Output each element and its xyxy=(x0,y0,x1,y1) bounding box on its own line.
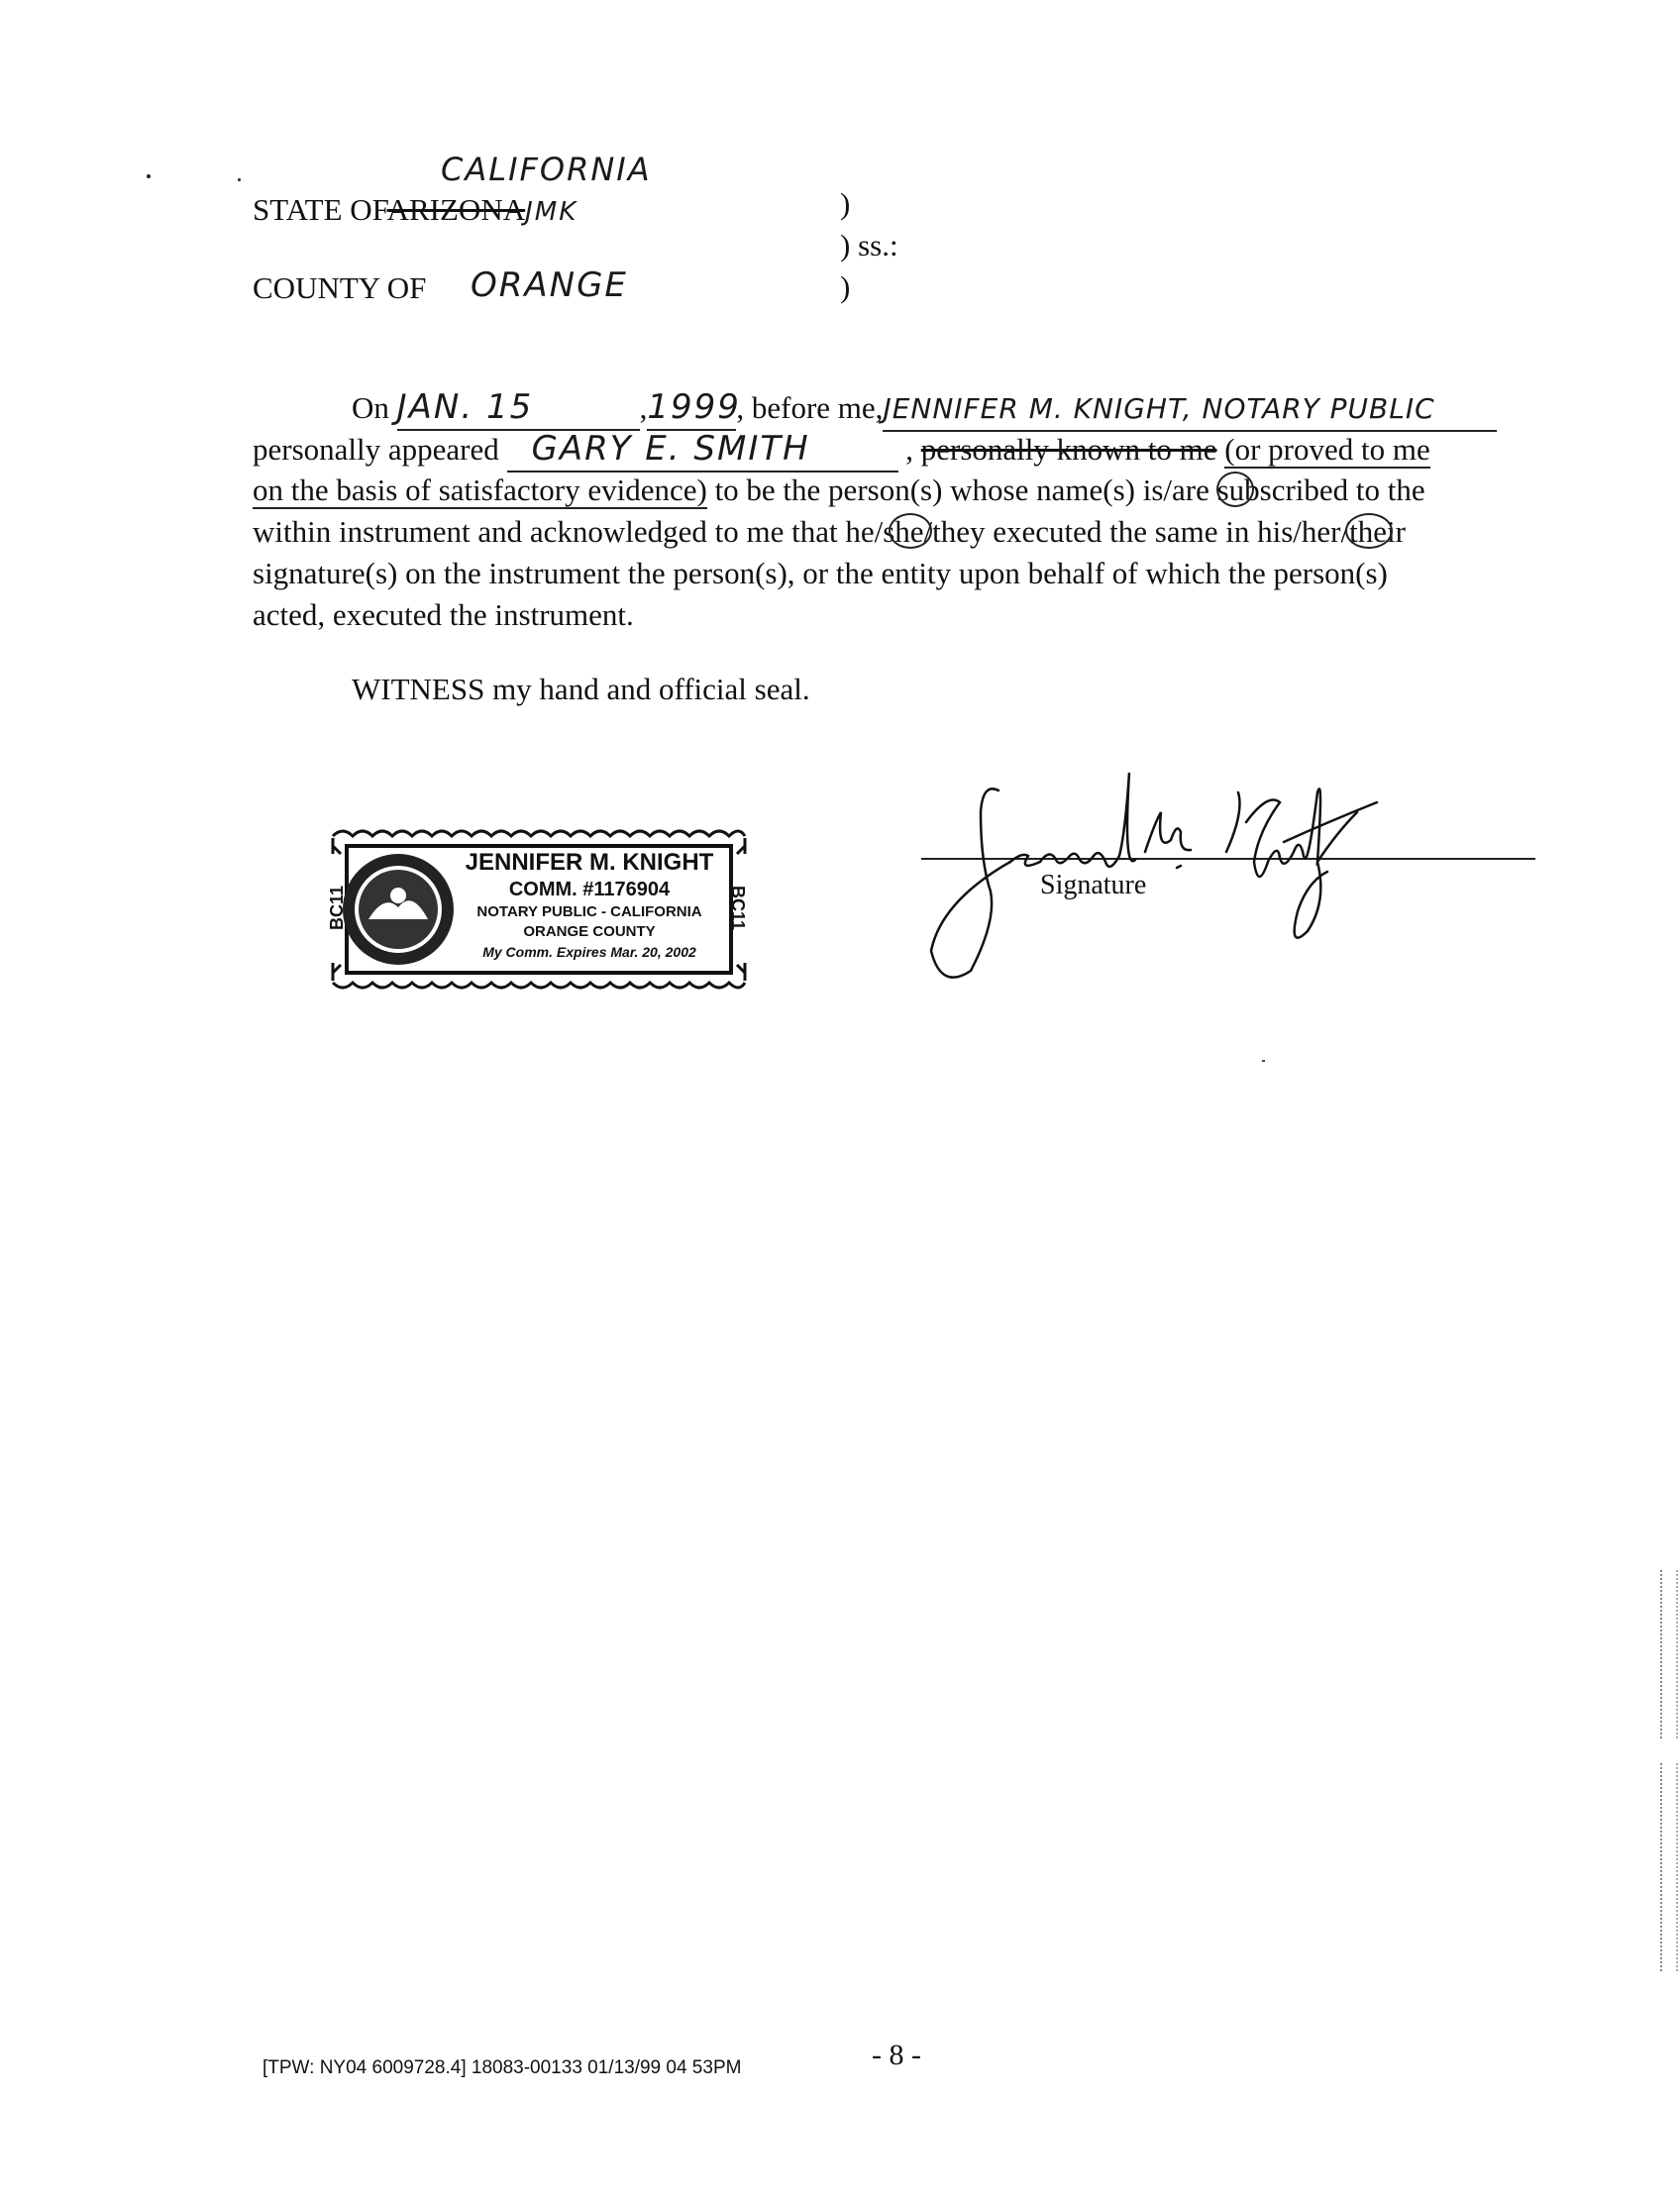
scan-artifact-edge xyxy=(1660,1570,1678,1738)
county-line xyxy=(253,267,426,309)
circle-mark-is xyxy=(1216,472,1254,507)
page-number: - 8 - xyxy=(872,2039,921,2071)
circle-mark-he xyxy=(889,513,932,549)
year-comma: , xyxy=(639,390,648,425)
county-label: COUNTY OF xyxy=(253,270,427,305)
state-struck: ARIZONA xyxy=(386,192,526,227)
appeared-name-handwritten: GARY E. SMITH xyxy=(531,429,810,469)
state-line xyxy=(253,189,578,233)
personally-appeared: personally appeared xyxy=(253,432,499,467)
ack-line-4: within instrument and acknowledged to me that he/she/they executed the same in his/her/their xyxy=(253,514,1406,549)
stamp-side-code-right: BC11 xyxy=(728,885,749,931)
stamp-expires: My Comm. Expires Mar. 20, 2002 xyxy=(482,944,696,960)
year-handwritten: 1999 xyxy=(647,387,741,427)
before-me: , before me, xyxy=(736,390,884,425)
date-handwritten: JAN. 15 xyxy=(396,387,534,427)
handwritten-signature xyxy=(911,753,1466,991)
stamp-name: JENNIFER M. KNIGHT xyxy=(465,849,714,876)
footer-doc-ref: [TPW: NY04 6009728.4] 18083-00133 01/13/99 04 53PM xyxy=(262,2057,742,2078)
state-handwritten: CALIFORNIA xyxy=(441,151,652,188)
on-word: On xyxy=(352,390,389,425)
scan-speck xyxy=(147,174,151,178)
ack-line-2 xyxy=(253,428,1430,473)
state-initials: JMK xyxy=(525,197,578,227)
proved-part-1: (or proved to me xyxy=(1224,432,1430,467)
circle-mark-his xyxy=(1345,513,1393,549)
scan-artifact-edge xyxy=(1660,1763,1678,1971)
state-label: STATE OF xyxy=(253,192,387,227)
stamp-side-code-left: BC11 xyxy=(327,885,348,931)
scan-speck xyxy=(238,178,241,181)
notary-handwritten: JENNIFER M. KNIGHT, NOTARY PUBLIC xyxy=(883,388,1497,432)
seal-icon xyxy=(343,854,454,965)
ack-line-1 xyxy=(352,386,1497,432)
appeared-blank xyxy=(507,428,898,473)
county-handwritten: ORANGE xyxy=(471,265,628,305)
struck-known: personally known to me xyxy=(920,432,1217,467)
signature-label: Signature xyxy=(1040,870,1147,900)
ack-line-6: acted, executed the instrument. xyxy=(253,597,634,632)
venue-paren-2: ) ss.: xyxy=(840,228,898,263)
ack-line-5: signature(s) on the instrument the person(s), or the entity upon behalf of which the person(s) xyxy=(253,556,1388,590)
stamp-comm: COMM. #1176904 xyxy=(508,879,671,900)
stamp-county: ORANGE COUNTY xyxy=(523,923,656,940)
year-blank xyxy=(647,386,741,431)
signature-handwritten: Jennifer M. Knight xyxy=(911,753,919,754)
notary-stamp xyxy=(327,824,751,995)
comma: , xyxy=(905,432,913,467)
date-blank xyxy=(397,386,640,431)
witness-line: WITNESS my hand and official seal. xyxy=(352,672,810,706)
scan-speck xyxy=(1262,1060,1265,1062)
proved-part-2: on the basis of satisfactory evidence) xyxy=(253,473,707,507)
stamp-title: NOTARY PUBLIC - CALIFORNIA xyxy=(476,903,702,920)
venue-paren-1: ) xyxy=(840,186,851,221)
venue-paren-3: ) xyxy=(840,269,851,304)
line3-rest: to be the person(s) whose name(s) is/are subscribed to the xyxy=(714,473,1425,507)
